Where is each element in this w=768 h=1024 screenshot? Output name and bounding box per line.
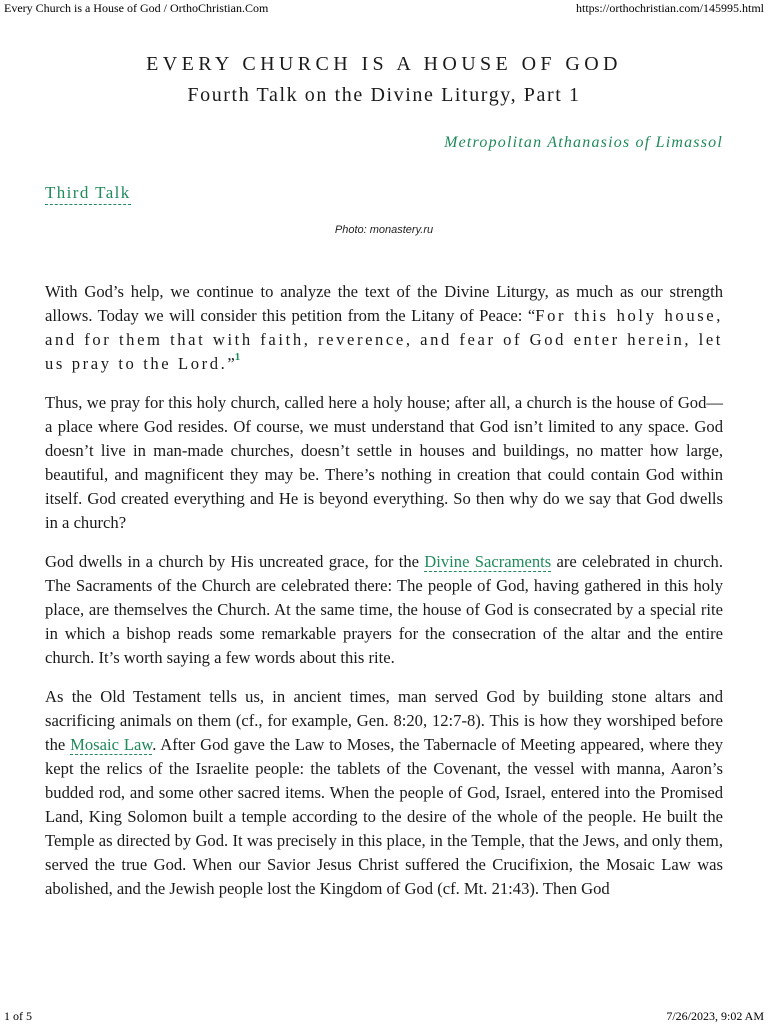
litany-quote: For this holy house, and for them that with faith, reverence, and fear of God enter herein, let us pray to the Lord. (45, 306, 723, 373)
paragraph-3 (45, 550, 723, 670)
print-timestamp: 7/26/2023, 9:02 AM (666, 1009, 764, 1023)
print-header (0, 0, 768, 16)
paragraph-4-text-start: As the Old Testament tells us, in ancient times, man served God by building stone altars and sacrificing animals on them (cf., for example, Gen. 8:20, 12:7-8). This is how they worshiped before the (45, 687, 723, 754)
paragraph-1 (45, 280, 723, 376)
paragraph-4-text-end: . After God gave the Law to Moses, the Tabernacle of Meeting appeared, where they kept the relics of the Israelite people: the tablets of the Covenant, the vessel with manna, Aaron’s budded rod, and some other sacred items. When the people of God, Israel, entered into the Promised Land, King Solomon built a temple according to the desire of the whole of the people. He built the Temple as directed by God. It was precisely in this place, in the Temple, that the Jews, and only them, served the true God. When our Savior Jesus Christ suffered the Crucifixion, the Mosaic Law was abolished, and the Jewish people lost the Kingdom of God (cf. Mt. 21:43). Then God (45, 735, 724, 898)
print-footer (0, 1008, 768, 1024)
article-body (45, 280, 723, 916)
article-subtitle: Fourth Talk on the Divine Liturgy, Part 1 (187, 84, 581, 106)
previous-talk-link[interactable]: Third Talk (45, 182, 131, 205)
page-count: 1 of 5 (4, 1009, 32, 1023)
paragraph-1-text: With God’s help, we continue to analyze the text of the Divine Liturgy, as much as our strength allows. Today we will consider this petition from the Litany of Peace: “ (45, 282, 723, 325)
mosaic-law-link[interactable]: Mosaic Law (70, 735, 153, 754)
footnote-ref[interactable]: 1 (234, 351, 241, 364)
article-author[interactable]: Metropolitan Athanasios of Limassol (444, 134, 723, 151)
paragraph-3-text-start: God dwells in a church by His uncreated grace, for the (45, 552, 425, 571)
paragraph-2: Thus, we pray for this holy church, called here a holy house; after all, a church is the house of God—a place where God resides. Of course, we must understand that God isn’t limited to any space. God doesn’t live in man-made churches, doesn’t settle in houses and buildings, no matter how large, beautiful, and magnificent they may be. There’s nothing in creation that could contain God within itself. God created everything and He is beyond everything. So then why do we say that God dwells in a church? (45, 393, 723, 532)
print-url: https://orthochristian.com/145995.html (576, 1, 764, 15)
paragraph-4 (45, 685, 723, 901)
divine-sacraments-link[interactable]: Divine Sacraments (424, 552, 552, 571)
paragraph-3-text-end: are celebrated in church. The Sacraments of the Church are celebrated there: The people of God, having gathered in this holy place, are themselves the Church. At the same time, the house of God is consecrated by a special rite in which a bishop reads some remarkable prayers for the consecration of the altar and the entire church. It’s worth saying a few words about this rite. (45, 552, 723, 667)
article-title: EVERY CHURCH IS A HOUSE OF GOD (146, 53, 622, 75)
quote-close: ” (227, 354, 235, 373)
photo-caption: Photo: monastery.ru (334, 224, 434, 236)
print-page-title: Every Church is a House of God / OrthoChristian.Com (4, 1, 269, 15)
